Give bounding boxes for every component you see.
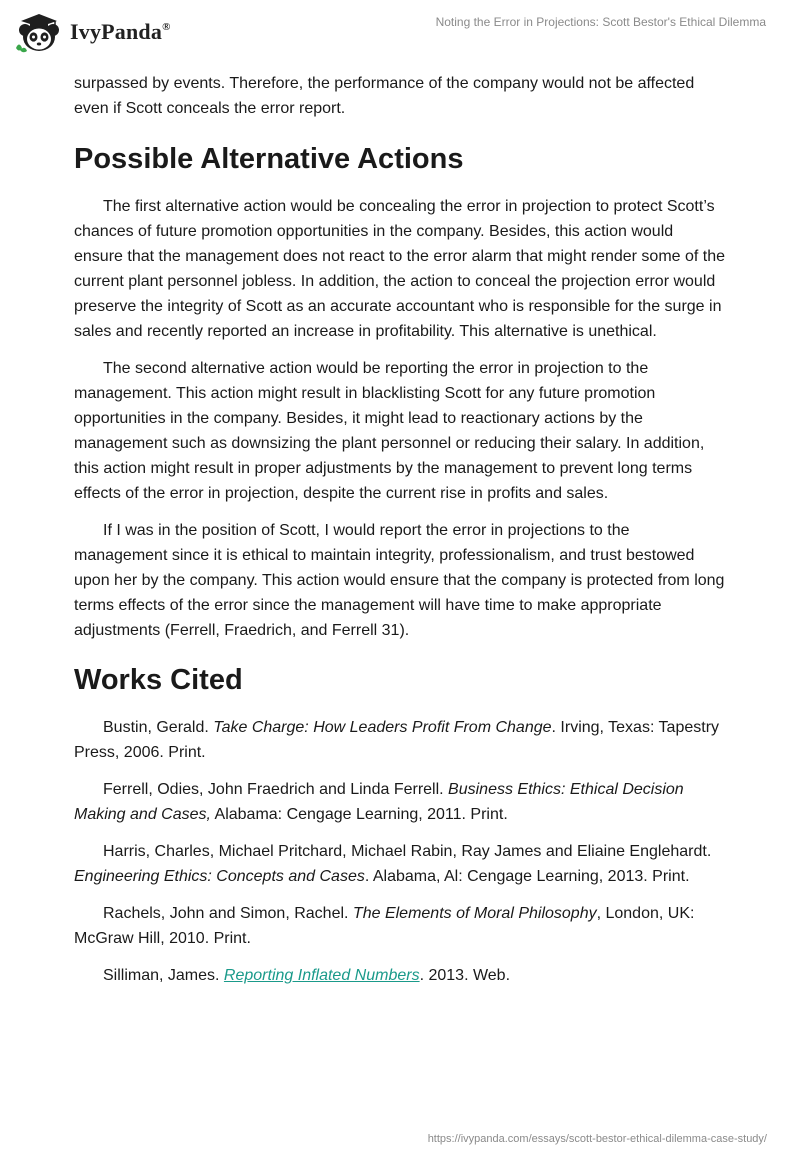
citation-entry: Rachels, John and Simon, Rachel. The Elements of Moral Philosophy, London, UK: McGraw Hill, 2010. Print. [74,905,695,947]
paragraph-second-alternative: The second alternative action would be reporting the error in projection to the management. This action might result in blacklisting Scott for any future promotion opportunities in the company. Besides, it might lead to reactionary actions by the management such as downsizing the plant personnel or reducing their salary. In addition, this action might result in proper adjustments by the management to prevent long terms effects of the error in projection, despite the current rise in profits and sales. [74,360,705,502]
footer-url[interactable]: https://ivypanda.com/essays/scott-bestor-ethical-dilemma-case-study/ [427,1133,767,1145]
logo-text: IvyPanda® [70,19,171,44]
document-title: Noting the Error in Projections: Scott Bestor's Ethical Dilemma [435,15,766,29]
essay-content [74,71,726,1000]
citation-link-reporting-inflated-numbers[interactable]: Reporting Inflated Numbers [223,967,420,984]
paragraph-first-alternative: The first alternative action would be concealing the error in projection to protect Scott’s chances of future promotion opportunities in the company. Besides, this action would ensure that the management does not react to the error alarm that might render some of the current plant personnel jobless. In addition, the action to conceal the projection error would preserve the integrity of Scott as an accurate accountant who is responsible for the surge in sales and recently reported an increase in profitability. This alternative is unethical. [74,198,726,340]
citation-entry: Ferrell, Odies, John Fraedrich and Linda Ferrell. Business Ethics: Ethical Decision Making and Cases, Alabama: Cengage Learning, 2011. Print. [74,781,684,823]
panda-icon [14,10,64,54]
section-heading-alternatives: Possible Alternative Actions [74,143,464,175]
citation-entry: Bustin, Gerald. Take Charge: How Leaders Profit From Change. Irving, Texas: Tapestry Press, 2006. Print. [74,719,720,761]
page-header [0,0,800,70]
citation-entry: Silliman, James. Reporting Inflated Numbers. 2013. Web. [103,967,511,984]
intro-paragraph: surpassed by events. Therefore, the performance of the company would not be affected even if Scott conceals the error report. [74,75,695,117]
citation-entry: Harris, Charles, Michael Pritchard, Michael Rabin, Ray James and Eliaine Englehardt. Engineering Ethics: Concepts and Cases. Alabama, Al: Cengage Learning, 2013. Print. [74,843,712,885]
ivypanda-logo[interactable] [14,10,171,54]
paragraph-recommendation: If I was in the position of Scott, I would report the error in projections to the management since it is ethical to maintain integrity, professionalism, and trust bestowed upon her by the company. This action would ensure that the company is protected from long terms effects of the error since the management will have time to make appropriate adjustments (Ferrell, Fraedrich, and Ferrell 31). [74,522,725,639]
section-heading-works-cited: Works Cited [74,664,243,696]
